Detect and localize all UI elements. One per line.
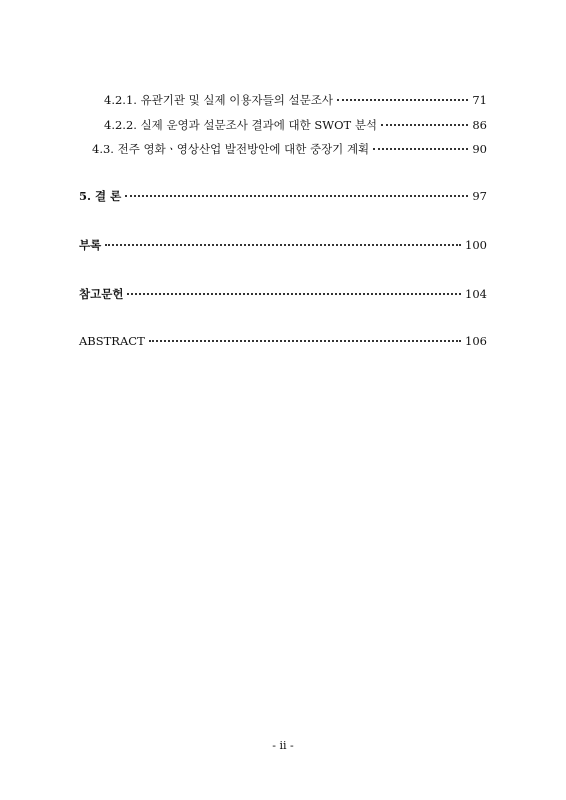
toc-page-number: 97 (472, 189, 487, 203)
toc-entry-abstract[interactable] (79, 334, 487, 348)
toc-page-number: 71 (472, 93, 487, 107)
toc-leader-dots (337, 99, 468, 101)
toc-leader-dots (127, 293, 461, 295)
page-number-footer: - ii - (272, 739, 294, 752)
toc-page-number: 86 (472, 118, 487, 132)
toc-page-number: 100 (465, 238, 487, 252)
toc-page-number: 90 (472, 142, 487, 156)
toc-page-number: 104 (465, 287, 487, 301)
toc-entry-title: 5. 결 론 (79, 189, 122, 203)
toc-entry-4-2-1[interactable] (104, 93, 487, 107)
toc-entry-chapter-5[interactable] (79, 189, 487, 203)
toc-leader-dots (373, 148, 468, 150)
toc-entry-4-2-2[interactable] (104, 118, 487, 132)
toc-entry-title: 4.2.2. 실제 운영과 설문조사 결과에 대한 SWOT 분석 (104, 118, 378, 132)
toc-entry-references[interactable] (79, 287, 487, 301)
toc-page-number: 106 (465, 334, 487, 348)
toc-leader-dots (149, 340, 461, 342)
toc-entry-title: 4.3. 전주 영화ㆍ영상산업 발전방안에 대한 중장기 계획 (92, 142, 370, 156)
toc-entry-appendix[interactable] (79, 238, 487, 252)
toc-entry-title: 부록 (79, 238, 102, 252)
toc-entry-4-3[interactable] (92, 142, 487, 156)
toc-entry-title: ABSTRACT (79, 334, 145, 348)
toc-leader-dots (381, 124, 468, 126)
toc-leader-dots (105, 244, 461, 246)
toc-leader-dots (125, 195, 468, 197)
toc-entry-title: 4.2.1. 유관기관 및 실제 이용자들의 설문조사 (104, 93, 333, 107)
toc-entry-title: 참고문헌 (79, 287, 124, 301)
